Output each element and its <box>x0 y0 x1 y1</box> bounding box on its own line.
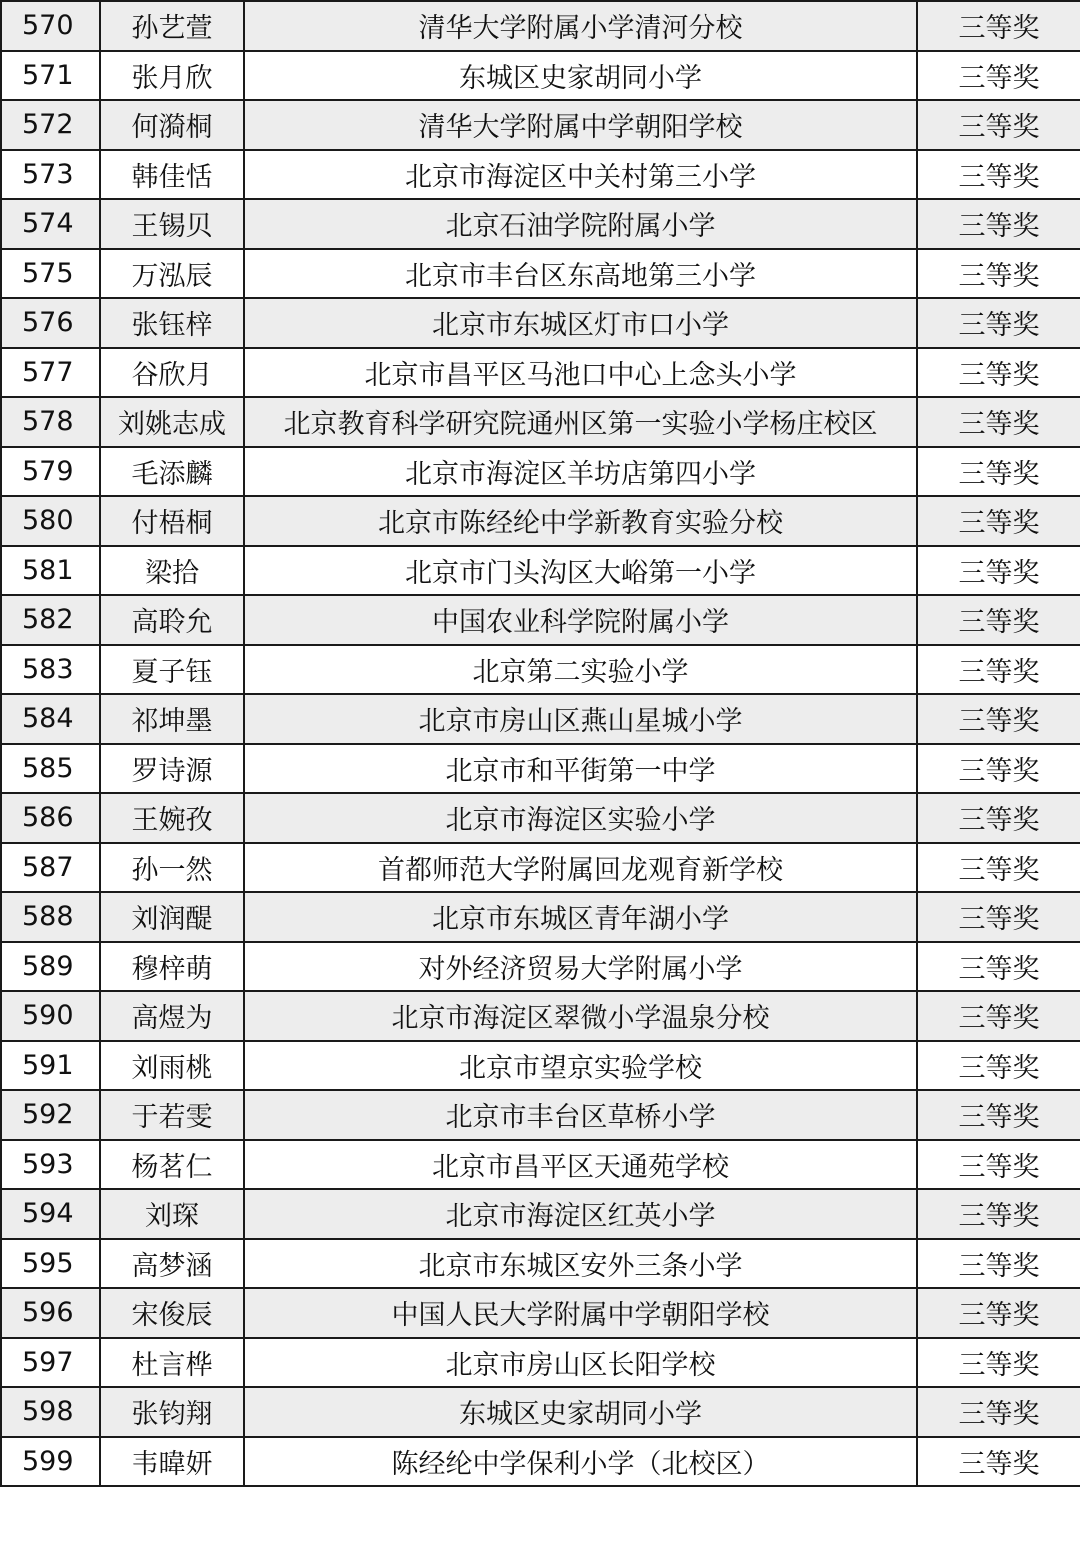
award-level-cell: 三等奖 <box>917 793 1080 843</box>
student-name-cell: 张钧翔 <box>100 1387 244 1437</box>
student-name-cell: 王婉孜 <box>100 793 244 843</box>
award-level-cell: 三等奖 <box>917 150 1080 200</box>
row-number-cell: 598 <box>1 1387 100 1437</box>
school-name-cell: 北京市海淀区翠微小学温泉分校 <box>244 991 917 1041</box>
student-name-cell: 张月欣 <box>100 51 244 101</box>
table-row <box>1 100 1080 150</box>
school-name-cell: 北京市海淀区实验小学 <box>244 793 917 843</box>
row-number-cell: 570 <box>1 1 100 51</box>
student-name-cell: 穆梓萌 <box>100 942 244 992</box>
table-row <box>1 1140 1080 1190</box>
award-level-cell: 三等奖 <box>917 348 1080 398</box>
award-level-cell: 三等奖 <box>917 447 1080 497</box>
row-number-cell: 599 <box>1 1437 100 1487</box>
award-level-cell: 三等奖 <box>917 892 1080 942</box>
row-number-cell: 583 <box>1 645 100 695</box>
table-row <box>1 348 1080 398</box>
row-number-cell: 581 <box>1 546 100 596</box>
school-name-cell: 东城区史家胡同小学 <box>244 51 917 101</box>
school-name-cell: 北京市丰台区东高地第三小学 <box>244 249 917 299</box>
row-number-cell: 588 <box>1 892 100 942</box>
award-level-cell: 三等奖 <box>917 1140 1080 1190</box>
award-level-cell: 三等奖 <box>917 1090 1080 1140</box>
school-name-cell: 中国农业科学院附属小学 <box>244 595 917 645</box>
row-number-cell: 575 <box>1 249 100 299</box>
row-number-cell: 571 <box>1 51 100 101</box>
student-name-cell: 于若雯 <box>100 1090 244 1140</box>
table-row <box>1 546 1080 596</box>
school-name-cell: 北京第二实验小学 <box>244 645 917 695</box>
table-row <box>1 447 1080 497</box>
award-level-cell: 三等奖 <box>917 100 1080 150</box>
award-level-cell: 三等奖 <box>917 397 1080 447</box>
student-name-cell: 刘润醍 <box>100 892 244 942</box>
table-row <box>1 1090 1080 1140</box>
award-level-cell: 三等奖 <box>917 199 1080 249</box>
school-name-cell: 对外经济贸易大学附属小学 <box>244 942 917 992</box>
school-name-cell: 清华大学附属中学朝阳学校 <box>244 100 917 150</box>
row-number-cell: 573 <box>1 150 100 200</box>
row-number-cell: 585 <box>1 744 100 794</box>
award-level-cell: 三等奖 <box>917 744 1080 794</box>
school-name-cell: 北京市海淀区羊坊店第四小学 <box>244 447 917 497</box>
row-number-cell: 584 <box>1 694 100 744</box>
school-name-cell: 北京市昌平区天通苑学校 <box>244 1140 917 1190</box>
table-row <box>1 1387 1080 1437</box>
school-name-cell: 北京市陈经纶中学新教育实验分校 <box>244 496 917 546</box>
table-row <box>1 51 1080 101</box>
school-name-cell: 北京市东城区安外三条小学 <box>244 1239 917 1289</box>
row-number-cell: 578 <box>1 397 100 447</box>
school-name-cell: 北京市望京实验学校 <box>244 1041 917 1091</box>
row-number-cell: 587 <box>1 843 100 893</box>
school-name-cell: 北京市房山区长阳学校 <box>244 1338 917 1388</box>
school-name-cell: 北京市东城区灯市口小学 <box>244 298 917 348</box>
table-row <box>1 199 1080 249</box>
student-name-cell: 万泓辰 <box>100 249 244 299</box>
school-name-cell: 北京市东城区青年湖小学 <box>244 892 917 942</box>
student-name-cell: 刘琛 <box>100 1189 244 1239</box>
table-row <box>1 1041 1080 1091</box>
row-number-cell: 596 <box>1 1288 100 1338</box>
row-number-cell: 590 <box>1 991 100 1041</box>
student-name-cell: 杨茗仁 <box>100 1140 244 1190</box>
student-name-cell: 付梧桐 <box>100 496 244 546</box>
table-row <box>1 942 1080 992</box>
student-name-cell: 高梦涵 <box>100 1239 244 1289</box>
table-row <box>1 1 1080 51</box>
table-row <box>1 694 1080 744</box>
table-row <box>1 298 1080 348</box>
row-number-cell: 574 <box>1 199 100 249</box>
student-name-cell: 孙一然 <box>100 843 244 893</box>
school-name-cell: 北京市海淀区红英小学 <box>244 1189 917 1239</box>
school-name-cell: 北京市海淀区中关村第三小学 <box>244 150 917 200</box>
student-name-cell: 高煜为 <box>100 991 244 1041</box>
row-number-cell: 576 <box>1 298 100 348</box>
award-level-cell: 三等奖 <box>917 843 1080 893</box>
row-number-cell: 595 <box>1 1239 100 1289</box>
award-level-cell: 三等奖 <box>917 1437 1080 1487</box>
table-row <box>1 1338 1080 1388</box>
table-row <box>1 645 1080 695</box>
student-name-cell: 王锡贝 <box>100 199 244 249</box>
school-name-cell: 北京市房山区燕山星城小学 <box>244 694 917 744</box>
student-name-cell: 毛添麟 <box>100 447 244 497</box>
school-name-cell: 北京市丰台区草桥小学 <box>244 1090 917 1140</box>
school-name-cell: 首都师范大学附属回龙观育新学校 <box>244 843 917 893</box>
student-name-cell: 夏子钰 <box>100 645 244 695</box>
school-name-cell: 东城区史家胡同小学 <box>244 1387 917 1437</box>
table-row <box>1 991 1080 1041</box>
student-name-cell: 何漪桐 <box>100 100 244 150</box>
school-name-cell: 清华大学附属小学清河分校 <box>244 1 917 51</box>
student-name-cell: 韦暐妍 <box>100 1437 244 1487</box>
table-row <box>1 397 1080 447</box>
table-row <box>1 595 1080 645</box>
award-level-cell: 三等奖 <box>917 991 1080 1041</box>
table-row <box>1 1189 1080 1239</box>
row-number-cell: 572 <box>1 100 100 150</box>
award-level-cell: 三等奖 <box>917 1 1080 51</box>
student-name-cell: 祁坤墨 <box>100 694 244 744</box>
student-name-cell: 韩佳恬 <box>100 150 244 200</box>
table-row <box>1 150 1080 200</box>
table-row <box>1 793 1080 843</box>
student-name-cell: 刘姚志成 <box>100 397 244 447</box>
row-number-cell: 586 <box>1 793 100 843</box>
award-level-cell: 三等奖 <box>917 1239 1080 1289</box>
award-level-cell: 三等奖 <box>917 1189 1080 1239</box>
award-level-cell: 三等奖 <box>917 1288 1080 1338</box>
student-name-cell: 杜言桦 <box>100 1338 244 1388</box>
award-level-cell: 三等奖 <box>917 942 1080 992</box>
student-name-cell: 张钰梓 <box>100 298 244 348</box>
awards-table-body <box>1 1 1080 1486</box>
award-level-cell: 三等奖 <box>917 1338 1080 1388</box>
school-name-cell: 北京市昌平区马池口中心上念头小学 <box>244 348 917 398</box>
award-level-cell: 三等奖 <box>917 546 1080 596</box>
award-level-cell: 三等奖 <box>917 595 1080 645</box>
award-level-cell: 三等奖 <box>917 694 1080 744</box>
student-name-cell: 罗诗源 <box>100 744 244 794</box>
award-level-cell: 三等奖 <box>917 496 1080 546</box>
table-row <box>1 1437 1080 1487</box>
school-name-cell: 北京市和平街第一中学 <box>244 744 917 794</box>
school-name-cell: 中国人民大学附属中学朝阳学校 <box>244 1288 917 1338</box>
row-number-cell: 593 <box>1 1140 100 1190</box>
table-row <box>1 843 1080 893</box>
table-row <box>1 1239 1080 1289</box>
school-name-cell: 北京教育科学研究院通州区第一实验小学杨庄校区 <box>244 397 917 447</box>
table-row <box>1 1288 1080 1338</box>
table-row <box>1 249 1080 299</box>
award-level-cell: 三等奖 <box>917 1041 1080 1091</box>
row-number-cell: 594 <box>1 1189 100 1239</box>
row-number-cell: 579 <box>1 447 100 497</box>
student-name-cell: 高聆允 <box>100 595 244 645</box>
student-name-cell: 谷欣月 <box>100 348 244 398</box>
row-number-cell: 580 <box>1 496 100 546</box>
award-level-cell: 三等奖 <box>917 51 1080 101</box>
row-number-cell: 582 <box>1 595 100 645</box>
award-level-cell: 三等奖 <box>917 249 1080 299</box>
table-row <box>1 892 1080 942</box>
student-name-cell: 孙艺萱 <box>100 1 244 51</box>
school-name-cell: 陈经纶中学保利小学（北校区） <box>244 1437 917 1487</box>
award-level-cell: 三等奖 <box>917 298 1080 348</box>
row-number-cell: 597 <box>1 1338 100 1388</box>
row-number-cell: 591 <box>1 1041 100 1091</box>
table-row <box>1 744 1080 794</box>
table-row <box>1 496 1080 546</box>
school-name-cell: 北京石油学院附属小学 <box>244 199 917 249</box>
award-level-cell: 三等奖 <box>917 1387 1080 1437</box>
row-number-cell: 592 <box>1 1090 100 1140</box>
school-name-cell: 北京市门头沟区大峪第一小学 <box>244 546 917 596</box>
row-number-cell: 589 <box>1 942 100 992</box>
student-name-cell: 梁拾 <box>100 546 244 596</box>
award-level-cell: 三等奖 <box>917 645 1080 695</box>
student-name-cell: 刘雨桃 <box>100 1041 244 1091</box>
student-name-cell: 宋俊辰 <box>100 1288 244 1338</box>
row-number-cell: 577 <box>1 348 100 398</box>
